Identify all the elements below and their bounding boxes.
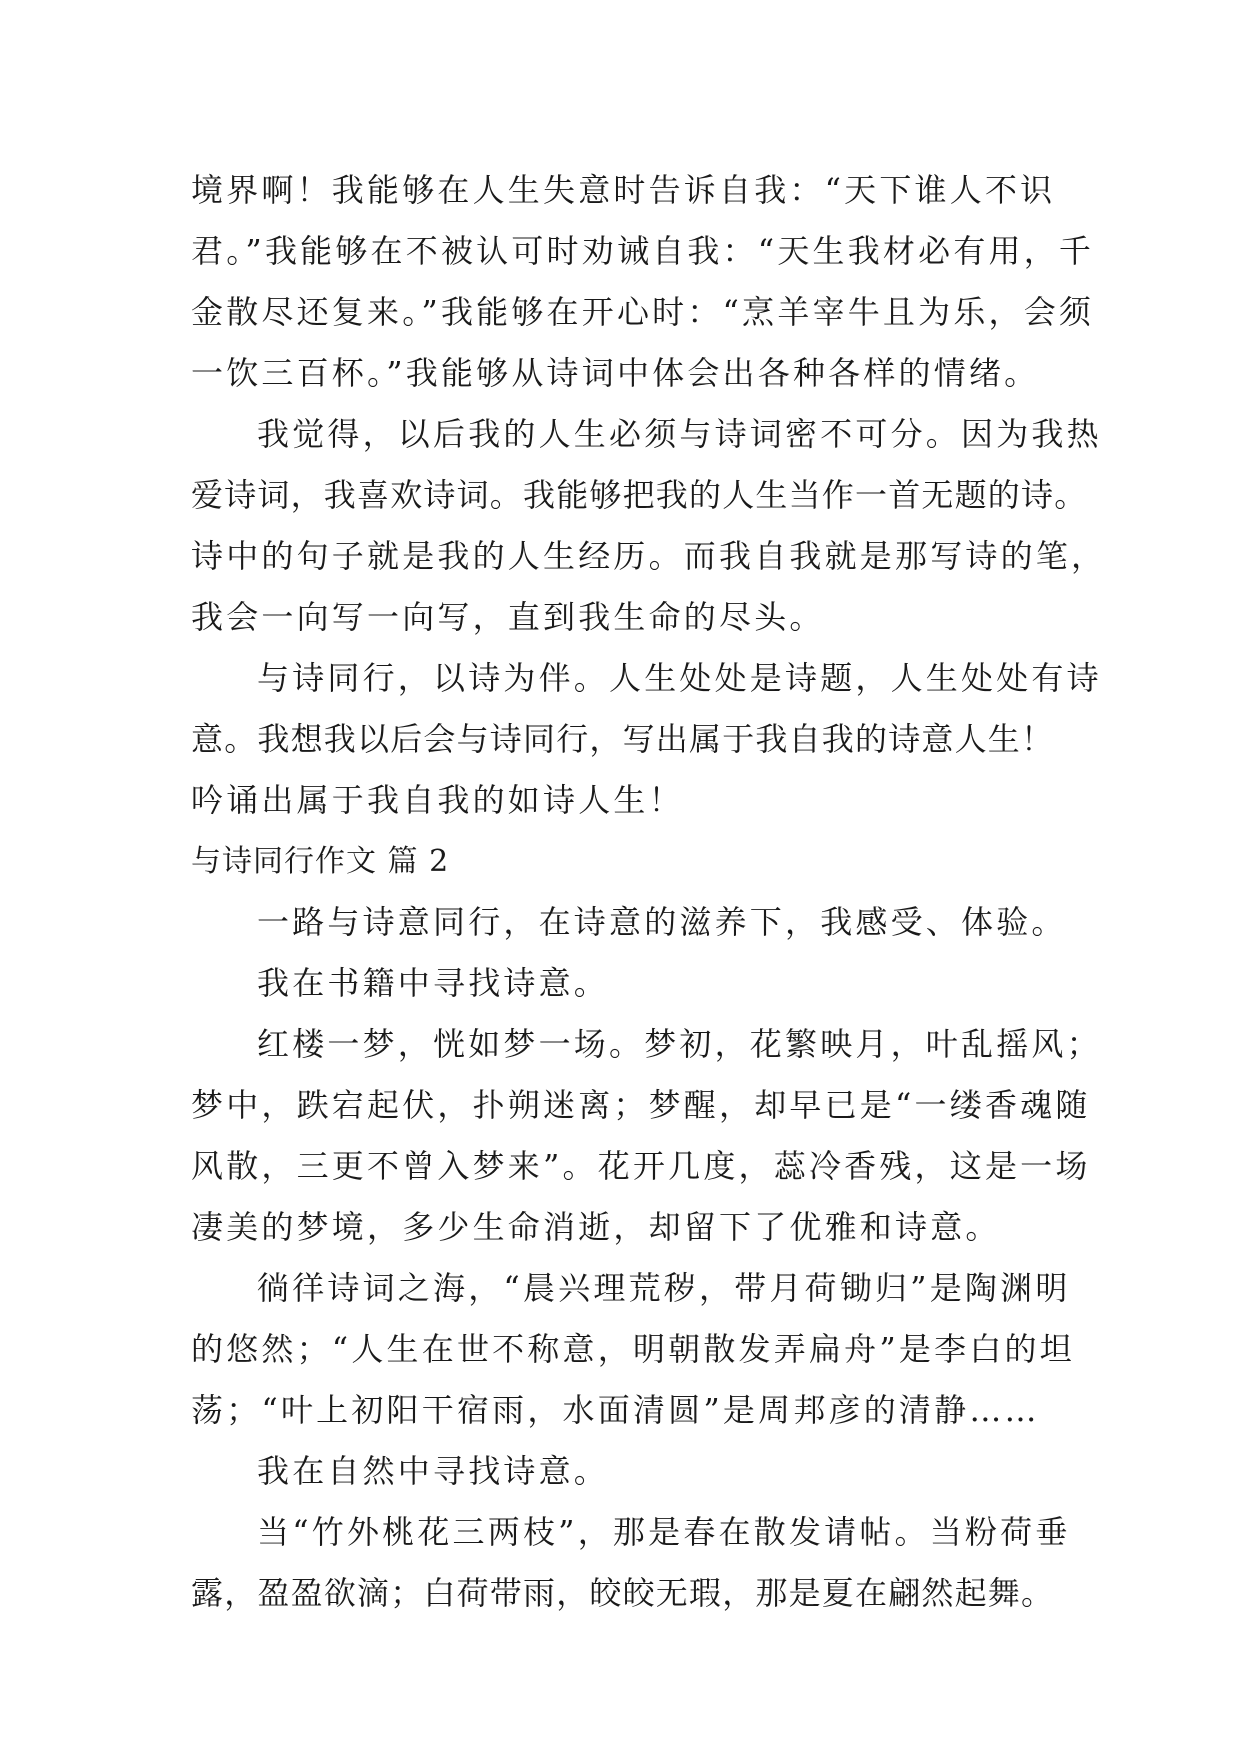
text-line: 徜徉诗词之海，“晨兴理荒秽，带月荷锄归”是陶渊明 (257, 1269, 1071, 1307)
text-line: 红楼一梦，恍如梦一场。梦初，花繁映月，叶乱摇风； (257, 1025, 1102, 1063)
text-line: 的悠然；“人生在世不称意，明朝散发弄扁舟”是李白的坦 (191, 1330, 1075, 1368)
text-line: 露，盈盈欲滴；白荷带雨，皎皎无瑕，那是夏在翩然起舞。 (191, 1574, 1055, 1612)
text-line: 风散，三更不曾入梦来”。花开几度，蕊冷香残，这是一场 (191, 1147, 1091, 1185)
text-line: 爱诗词，我喜欢诗词。我能够把我的人生当作一首无题的诗。 (191, 476, 1088, 514)
text-line: 凄美的梦境，多少生命消逝，却留下了优雅和诗意。 (191, 1208, 1001, 1246)
text-line: 金散尽还复来。”我能够在开心时：“烹羊宰牛且为乐，会须 (191, 293, 1095, 331)
text-line: 一路与诗意同行，在诗意的滋养下，我感受、体验。 (257, 903, 1067, 941)
text-line: 我会一向写一向写，直到我生命的尽头。 (191, 598, 825, 636)
text-line: 吟诵出属于我自我的如诗人生！ (191, 781, 684, 819)
text-line: 我在自然中寻找诗意。 (257, 1452, 610, 1490)
text-line: 一饮三百杯。”我能够从诗词中体会出各种各样的情绪。 (191, 354, 1040, 392)
text-line: 当“竹外桃花三两枝”，那是春在散发请帖。当粉荷垂 (257, 1513, 1071, 1551)
text-line: 我觉得，以后我的人生必须与诗词密不可分。因为我热 (257, 415, 1102, 453)
text-line: 意。我想我以后会与诗同行，写出属于我自我的诗意人生！ (191, 720, 1055, 758)
text-line: 诗中的句子就是我的人生经历。而我自我就是那写诗的笔， (191, 537, 1107, 575)
text-line: 我在书籍中寻找诗意。 (257, 964, 610, 1002)
document-page (191, 160, 1107, 1624)
text-line: 与诗同行，以诗为伴。人生处处是诗题，人生处处有诗 (257, 659, 1102, 697)
text-line: 境界啊！我能够在人生失意时告诉自我：“天下谁人不识 (191, 171, 1056, 209)
section-heading: 与诗同行作文 篇 2 (191, 844, 450, 879)
text-line: 梦中，跌宕起伏，扑朔迷离；梦醒，却早已是“一缕香魂随 (191, 1086, 1091, 1124)
text-line: 君。”我能够在不被认可时劝诫自我：“天生我材必有用，千 (191, 232, 1095, 270)
text-line: 荡；“叶上初阳干宿雨，水面清圆”是周邦彦的清静…… (191, 1391, 1040, 1429)
